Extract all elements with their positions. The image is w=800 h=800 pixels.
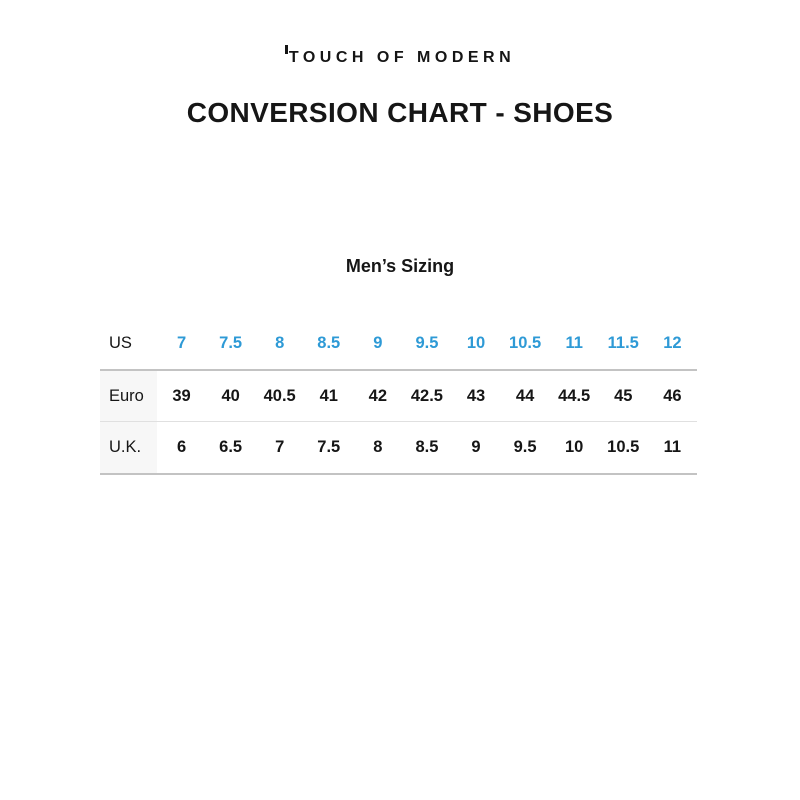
size-cell: 42.5 [410, 386, 443, 405]
size-cell: 10.5 [509, 333, 542, 352]
brand-name: TOUCH OF MODERN [288, 49, 516, 66]
size-cell: 8.5 [415, 438, 439, 457]
conversion-table [100, 318, 697, 475]
size-cell: 7 [176, 333, 187, 352]
size-cell: 41 [319, 386, 338, 405]
size-cell: 9.5 [513, 438, 537, 457]
brand-logo [0, 0, 800, 67]
size-cell: 11 [663, 438, 682, 457]
size-cell: 11.5 [607, 333, 639, 352]
size-cell: 8 [373, 438, 383, 457]
size-cell: 7.5 [219, 333, 243, 352]
size-cell: 39 [172, 386, 191, 405]
size-cell: 8 [275, 333, 285, 352]
size-cell: 9 [471, 438, 481, 457]
page-title: CONVERSION CHART - SHOES [186, 97, 614, 128]
size-cell: 7 [275, 438, 285, 457]
size-cell: 11 [565, 333, 583, 352]
size-cell: 42 [368, 386, 388, 405]
size-cell: 44.5 [558, 386, 591, 405]
section-title: Men’s Sizing [345, 256, 455, 277]
row-label: U.K. [100, 422, 157, 474]
row-label: US [109, 333, 132, 352]
size-cell: 9.5 [415, 333, 439, 352]
size-row-us [100, 318, 697, 370]
size-cell: 12 [663, 333, 682, 352]
size-cell: 8.5 [317, 333, 341, 352]
conversion-table-body [100, 318, 697, 474]
size-cell: 6 [176, 438, 187, 457]
size-cell: 10.5 [607, 438, 640, 457]
size-cell: 46 [663, 386, 682, 405]
size-row-euro [100, 370, 697, 422]
size-cell: 9 [373, 333, 383, 352]
logo-tick-icon [285, 45, 288, 54]
size-cell: 7.5 [317, 438, 341, 457]
size-cell: 10 [564, 438, 584, 457]
size-cell: 6.5 [219, 438, 243, 457]
row-label: Euro [100, 370, 157, 422]
size-cell: 40.5 [263, 386, 296, 405]
size-cell: 43 [466, 386, 486, 405]
size-cell: 44 [515, 386, 535, 405]
size-cell: 45 [614, 386, 633, 405]
size-row-uk [100, 422, 697, 474]
size-cell: 40 [221, 386, 240, 405]
size-cell: 10 [466, 333, 486, 352]
